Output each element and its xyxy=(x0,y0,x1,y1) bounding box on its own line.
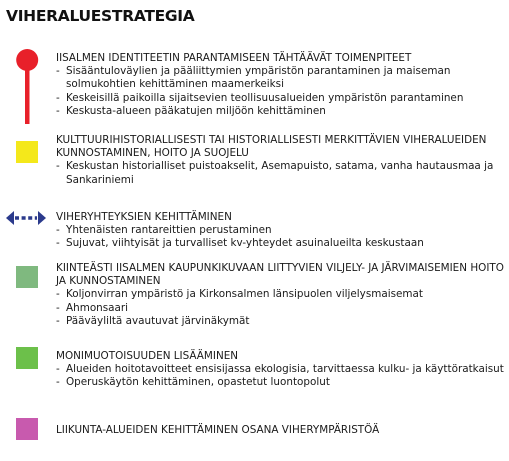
list-item: - Operuskäytön kehittäminen, opastetut luontopolut xyxy=(56,376,504,389)
list-item: - Keskusta-alueen pääkatujen miljöön kehittäminen xyxy=(56,105,504,118)
section-biodiversity xyxy=(56,350,504,390)
bright-green-square-icon xyxy=(16,347,38,369)
list-item: - Koljonvirran ympäristö ja Kirkonsalmen länsipuolen viljelysmaisemat xyxy=(56,288,504,301)
double-arrow-icon xyxy=(6,210,46,224)
list-item: - Pääväyliltä avautuvat järvinäkymät xyxy=(56,315,504,328)
magenta-square-icon xyxy=(16,418,38,440)
section-sports-areas xyxy=(56,424,504,437)
section-list xyxy=(56,65,504,118)
section-heading: IISALMEN IDENTITEETIN PARANTAMISEEN TÄHTÄÄVÄT TOIMENPITEET xyxy=(56,52,412,64)
section-heading: LIIKUNTA-ALUEIDEN KEHITTÄMINEN OSANA VIHERYMPÄRISTÖÄ xyxy=(56,424,380,436)
section-green-connections xyxy=(56,211,504,251)
section-list xyxy=(56,288,504,328)
list-item: - Sisääntuloväylien ja pääliittymien ympäristön parantaminen ja maiseman solmukohtien kehittäminen maamerkeiksi xyxy=(56,65,504,91)
section-list xyxy=(56,160,504,186)
list-item: - Alueiden hoitotavoitteet ensisijassa ekologisia, tarvittaessa kulku- ja käyttöratkaisut xyxy=(56,363,504,376)
section-list xyxy=(56,363,504,389)
list-item: - Ahmonsaari xyxy=(56,302,504,315)
list-item: - Keskustan historialliset puistoakselit, Asemapuisto, satama, vanha hautausmaa ja Sankariniemi xyxy=(56,160,504,186)
section-landscapes xyxy=(56,262,504,328)
list-item: - Yhtenäisten rantareittien perustaminen xyxy=(56,224,504,237)
list-item: - Sujuvat, viihtyisät ja turvalliset kv-yhteydet asuinalueilta keskustaan xyxy=(56,237,504,250)
section-heading: MONIMUOTOISUUDEN LISÄÄMINEN xyxy=(56,350,239,362)
page-title: VIHERALUESTRATEGIA xyxy=(6,7,195,25)
sage-green-square-icon xyxy=(16,266,38,288)
section-heading: KIINTEÄSTI IISALMEN KAUPUNKIKUVAAN LIITTYVIEN VILJELY- JA JÄRVIMAISEMIEN HOITO JA KUNNOSTAMINEN xyxy=(56,262,504,288)
section-cultural-history xyxy=(56,134,504,187)
section-identity xyxy=(56,52,504,118)
list-item: - Keskeisillä paikoilla sijaitsevien teollisuusalueiden ympäristön parantaminen xyxy=(56,92,504,105)
section-heading: KULTTUURIHISTORIALLISESTI TAI HISTORIALLISESTI MERKITTÄVIEN VIHERALUEIDEN KUNNOSTAMINEN, HOITO JA SUOJELU xyxy=(56,134,487,160)
section-heading: VIHERYHTEYKSIEN KEHITTÄMINEN xyxy=(56,211,232,223)
yellow-square-icon xyxy=(16,141,38,163)
section-list xyxy=(56,224,504,250)
red-pin-icon xyxy=(14,48,40,126)
